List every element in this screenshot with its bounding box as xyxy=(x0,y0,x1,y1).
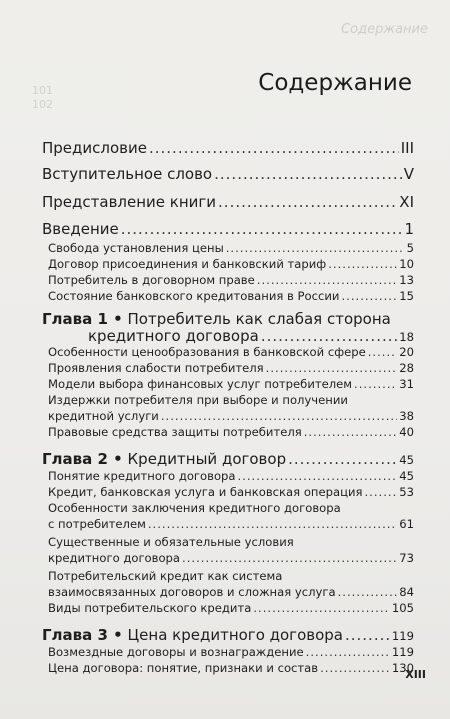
toc-entry-label: Свобода установления цены xyxy=(48,241,224,255)
toc-entry-label: Состояние банковского кредитования в России xyxy=(48,289,340,303)
toc-page-number: 18 xyxy=(399,330,414,344)
toc-subentry[interactable] xyxy=(42,425,414,439)
dot-leader xyxy=(218,193,397,211)
toc-subentry[interactable] xyxy=(42,273,414,287)
dot-leader xyxy=(182,551,397,565)
toc-entry-label: Особенности заключения кредитного договора xyxy=(48,501,341,515)
toc-page-number: 45 xyxy=(399,453,414,467)
toc-entry-label: Потребитель в договорном праве xyxy=(48,273,255,287)
toc-subentry[interactable] xyxy=(42,393,414,407)
toc-entry-introduction[interactable] xyxy=(42,220,414,238)
toc-entry-label: Представление книги xyxy=(42,193,217,211)
toc-chapter-label: Глава 2 • Кредитный договор xyxy=(42,450,287,468)
bleed-through-number: 101 xyxy=(32,84,53,97)
toc-page-number: 40 xyxy=(399,425,414,439)
toc-subentry[interactable] xyxy=(42,645,414,659)
toc-subentry[interactable] xyxy=(42,257,414,271)
toc-chapter-2[interactable] xyxy=(42,450,414,468)
toc-subentry[interactable] xyxy=(42,535,414,549)
toc-page-number: 130 xyxy=(391,661,414,675)
dot-leader xyxy=(238,469,398,483)
toc-subentry[interactable] xyxy=(42,601,414,615)
dot-leader xyxy=(257,273,397,287)
toc-page-number: 105 xyxy=(391,601,414,615)
toc-entry-label: Введение xyxy=(42,220,119,238)
toc-subentry-cont[interactable] xyxy=(42,585,414,599)
toc-page-number: III xyxy=(400,139,414,157)
dot-leader xyxy=(368,345,397,359)
toc-subentry-cont[interactable] xyxy=(42,409,414,423)
dot-leader xyxy=(148,517,397,531)
toc-entry-label: Виды потребительского кредита xyxy=(48,601,252,615)
toc-subentry-cont[interactable] xyxy=(42,551,414,565)
toc-entry-label: кредитного договора xyxy=(88,327,259,345)
dot-leader xyxy=(354,377,397,391)
toc-page-number: V xyxy=(403,165,414,183)
toc-page-number: 119 xyxy=(391,629,414,643)
toc-entry-label: Издержки потребителя при выборе и получении xyxy=(48,393,348,407)
toc-subentry[interactable] xyxy=(42,289,414,303)
toc-entry-book-presentation[interactable] xyxy=(42,193,414,211)
dot-leader xyxy=(341,289,397,303)
toc-page-number: 38 xyxy=(399,409,414,423)
toc-title: Содержание xyxy=(258,70,412,96)
toc-entry-label: Предисловие xyxy=(42,139,147,157)
toc-entry-label: Существенные и обязательные условия xyxy=(48,535,294,549)
dot-leader xyxy=(345,626,390,644)
toc-entry-label: Потребительский кредит как система xyxy=(48,569,283,583)
toc-page-number: 119 xyxy=(391,645,414,659)
dot-leader xyxy=(306,645,390,659)
dot-leader xyxy=(328,257,397,271)
toc-page-number: 84 xyxy=(399,585,414,599)
toc-entry-label: Вступительное слово xyxy=(42,165,213,183)
toc-subentry[interactable] xyxy=(42,377,414,391)
toc-subentry[interactable] xyxy=(42,661,414,675)
toc-subentry[interactable] xyxy=(42,241,414,255)
toc-chapter-1-cont[interactable] xyxy=(42,327,414,345)
dot-leader xyxy=(214,165,402,183)
page-folio: XIII xyxy=(405,668,426,681)
toc-page-number: 53 xyxy=(399,485,414,499)
toc-page-number: 13 xyxy=(399,273,414,287)
dot-leader xyxy=(261,327,397,345)
toc-subentry[interactable] xyxy=(42,345,414,359)
toc-chapter-label: Глава 1 • Потребитель как слабая сторона xyxy=(42,310,391,328)
dot-leader xyxy=(161,409,397,423)
toc-page-number: XI xyxy=(399,193,414,211)
toc-page-number: 73 xyxy=(399,551,414,565)
toc-entry-label: Договор присоединения и банковский тариф xyxy=(48,257,327,271)
toc-chapter-label: Глава 3 • Цена кредитного договора xyxy=(42,626,343,644)
toc-subentry[interactable] xyxy=(42,501,414,515)
dot-leader xyxy=(304,425,397,439)
toc-entry-opening-word[interactable] xyxy=(42,165,414,183)
toc-page-number: 10 xyxy=(399,257,414,271)
toc-subentry[interactable] xyxy=(42,361,414,375)
toc-page-number: 5 xyxy=(406,241,414,255)
toc-entry-preface[interactable] xyxy=(42,139,414,157)
dot-leader xyxy=(365,485,398,499)
toc-entry-label: кредитной услуги xyxy=(48,409,159,423)
dot-leader xyxy=(320,661,390,675)
toc-entry-label: Цена договора: понятие, признаки и состав xyxy=(48,661,319,675)
toc-page-number: 61 xyxy=(399,517,414,531)
dot-leader xyxy=(338,585,398,599)
toc-entry-label: Правовые средства защиты потребителя xyxy=(48,425,302,439)
dot-leader xyxy=(121,220,403,238)
toc-page-number: 28 xyxy=(399,361,414,375)
toc-entry-label: взаимосвязанных договоров и сложная услуга xyxy=(48,585,336,599)
toc-page-number: 45 xyxy=(399,469,414,483)
toc-page-number: 1 xyxy=(404,220,414,238)
toc-entry-label: кредитного договора xyxy=(48,551,181,565)
toc-subentry-cont[interactable] xyxy=(42,517,414,531)
toc-subentry[interactable] xyxy=(42,469,414,483)
toc-entry-label: Особенности ценообразования в банковской сфере xyxy=(48,345,366,359)
toc-entry-label: с потребителем xyxy=(48,517,146,531)
toc-subentry[interactable] xyxy=(42,485,414,499)
toc-page-number: 31 xyxy=(399,377,414,391)
dot-leader xyxy=(226,241,405,255)
toc-chapter-1[interactable] xyxy=(42,310,391,328)
toc-subentry[interactable] xyxy=(42,569,414,583)
toc-chapter-3[interactable] xyxy=(42,626,414,644)
toc-page-number: 20 xyxy=(399,345,414,359)
dot-leader xyxy=(288,450,397,468)
bleed-through-number: 102 xyxy=(32,98,53,111)
toc-page-number: 15 xyxy=(399,289,414,303)
dot-leader xyxy=(253,601,390,615)
toc-entry-label: Модели выбора финансовых услуг потребителем xyxy=(48,377,353,391)
toc-entry-label: Кредит, банковская услуга и банковская операция xyxy=(48,485,363,499)
toc-entry-label: Возмездные договоры и вознаграждение xyxy=(48,645,304,659)
toc-entry-label: Проявления слабости потребителя xyxy=(48,361,264,375)
dot-leader xyxy=(266,361,398,375)
toc-entry-label: Понятие кредитного договора xyxy=(48,469,236,483)
dot-leader xyxy=(149,139,399,157)
bleed-through-header: Содержание xyxy=(341,22,428,37)
